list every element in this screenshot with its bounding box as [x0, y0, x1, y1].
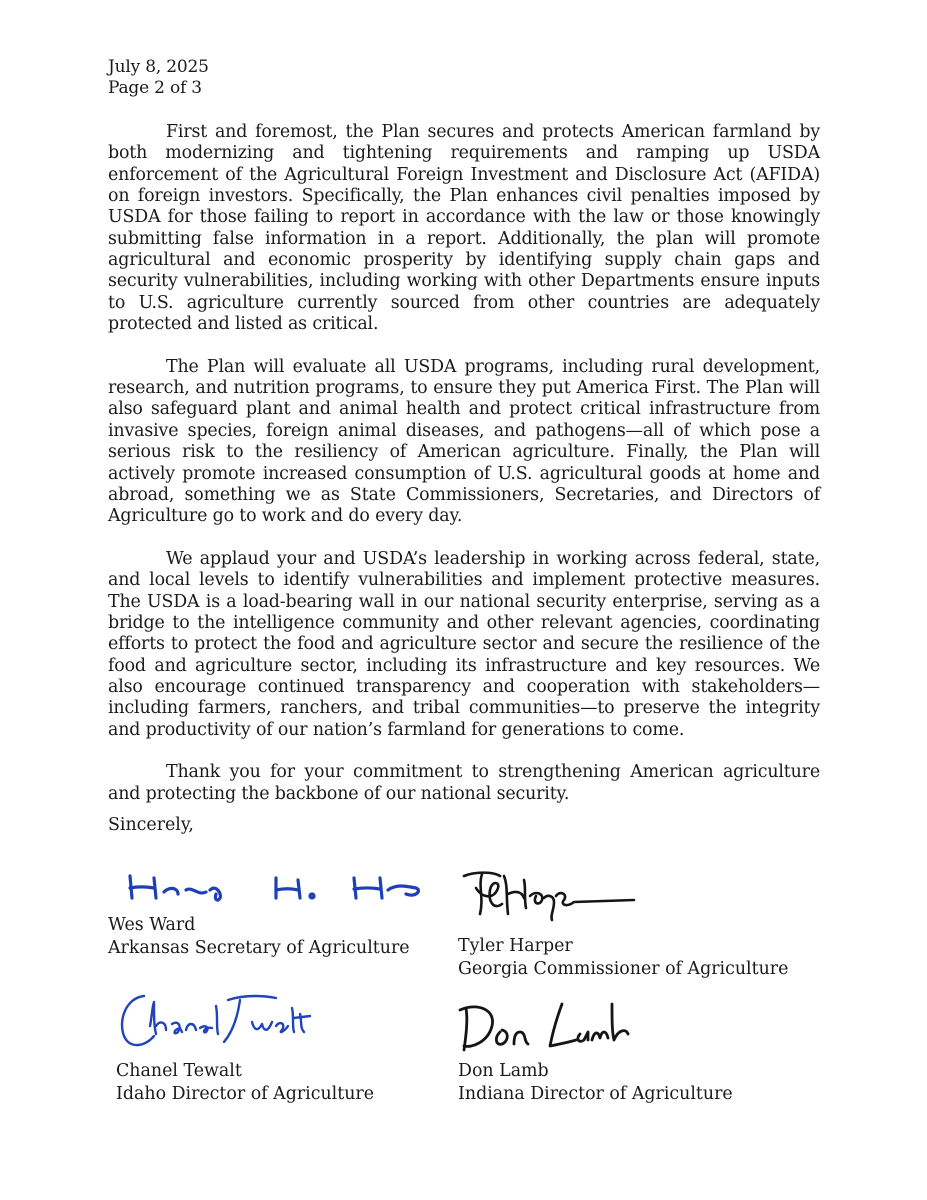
- signatory-title: Arkansas Secretary of Agriculture: [108, 938, 410, 958]
- signatory-name: Chanel Tewalt: [116, 1061, 242, 1081]
- signatory-name: Wes Ward: [108, 915, 196, 935]
- signatory-block-tyler-harper: [458, 935, 788, 981]
- page-number: Page 2 of 3: [108, 78, 202, 98]
- letter-header: [108, 57, 209, 99]
- signatory-name: Don Lamb: [458, 1061, 549, 1081]
- signature-wes-ward: [126, 868, 426, 908]
- paragraph-programs: The Plan will evaluate all USDA programs, including rural development, research, and nutrition programs, to ensure they put America First. The Plan will also safeguard plant and animal health and protect critical infrastructure from invasive species, foreign animal diseases, and pathogens—all of which pose a serious risk to the resiliency of American agriculture. Finally, the Plan will actively promote increased consumption of U.S. agricultural goods at home and abroad, something we as State Commissioners, Secretaries, and Directors of Agriculture go to work and do every day.: [108, 356, 820, 527]
- signatory-title: Indiana Director of Agriculture: [458, 1084, 733, 1104]
- signatory-title: Idaho Director of Agriculture: [116, 1084, 375, 1104]
- signatory-block-don-lamb: [458, 1060, 733, 1106]
- signatory-block-wes-ward: [108, 914, 410, 960]
- paragraph-leadership: We applaud your and USDA’s leadership in working across federal, state, and local levels to identify vulnerabilities and implement protective measures. The USDA is a load-bearing wall in our national security enterprise, serving as a bridge to the intelligence community and other relevant agencies, coordinating efforts to protect the food and agriculture sector and secure the resilience of the food and agriculture sector, including its infrastructure and key resources. We also encourage continued transparency and cooperation with stakeholders—including farmers, ranchers, and tribal communities—to preserve the integrity and productivity of our nation’s farmland for generations to come.: [108, 548, 820, 740]
- paragraph-thanks: Thank you for your commitment to strengthening American agriculture and protecting the backbone of our national security.: [108, 762, 820, 804]
- letter-body: [108, 122, 820, 826]
- signatory-block-chanel-tewalt: [116, 1060, 374, 1106]
- signature-chanel-tewalt: [116, 986, 312, 1056]
- signature-don-lamb: [456, 996, 636, 1056]
- letter-date: July 8, 2025: [108, 57, 209, 77]
- closing-salutation: Sincerely,: [108, 815, 194, 835]
- signature-tyler-harper: [458, 868, 638, 924]
- signatory-title: Georgia Commissioner of Agriculture: [458, 959, 789, 979]
- signatory-name: Tyler Harper: [458, 936, 573, 956]
- paragraph-afida: First and foremost, the Plan secures and protects American farmland by both modernizing and tightening requirements and ramping up USDA enforcement of the Agricultural Foreign Investment and Disclosure Act (AFIDA) on foreign investors. Specifically, the Plan enhances civil penalties imposed by USDA for those failing to report in accordance with the law or those knowingly submitting false information in a report. Additionally, the plan will promote agricultural and economic prosperity by identifying supply chain gaps and security vulnerabilities, including working with other Departments ensure inputs to U.S. agriculture currently sourced from other countries are adequately protected and listed as critical.: [108, 122, 820, 335]
